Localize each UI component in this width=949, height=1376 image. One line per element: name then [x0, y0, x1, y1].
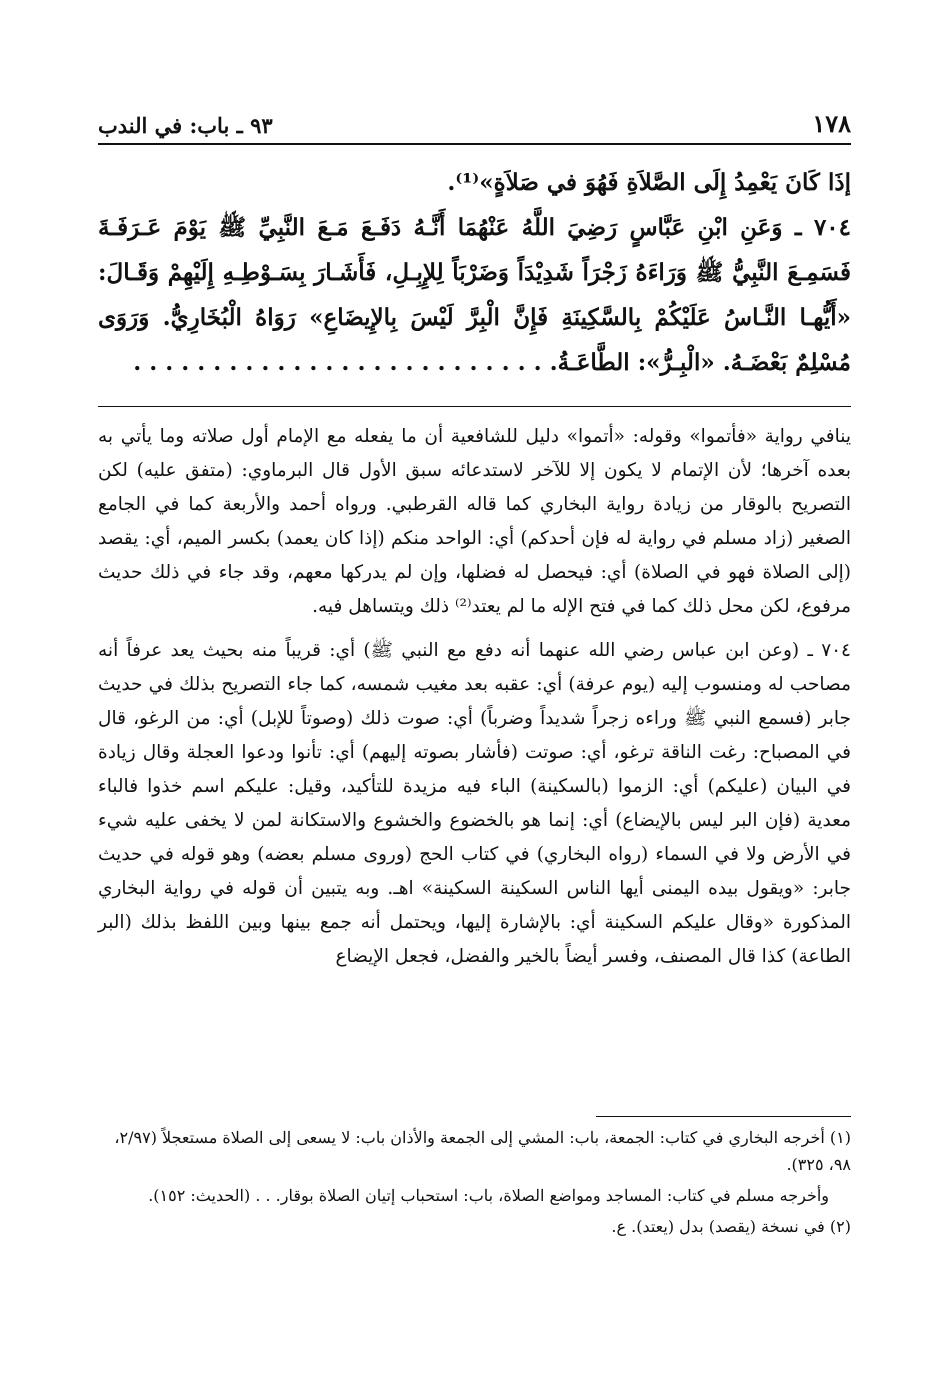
header-divider	[98, 143, 851, 145]
commentary-paragraph-1: ينافي رواية «فأتموا» وقوله: «أتموا» دليل للشافعية أن ما يفعله مع الإمام أول صلاته وما يأتي به بعده آخرها؛ لأن الإتمام لا يكون إلا للآخر لاستدعائه سبق الأول قال البرماوي: (متفق عليه) لكن التصريح بالوقار من زيادة رواية البخاري كما قاله القرطبي. ورواه أحمد والأربعة كما في الجامع الصغير (زاد مسلم في رواية له فإن أحدكم) أي: الواحد منكم (إذا كان يعمد) بكسر الميم، أي: يقصد (إلى الصلاة فهو في الصلاة) أي: فيحصل له فضلها، وإن لم يدركها معهم، وقد جاء في ذلك حديث مرفوع، لكن محل ذلك كما في فتح الإله ما لم يعتد⁽²⁾ ذلك ويتساهل فيه.	[98, 426, 851, 617]
commentary-divider	[98, 406, 851, 407]
footnote-1-continued: وأخرجه مسلم في كتاب: المساجد ومواضع الصلاة، باب: استحباب إتيان الصلاة بوقار. . . (الحديث: ١٥٢).	[148, 1186, 829, 1205]
footnote-1: (١) أخرجه البخاري في كتاب: الجمعة، باب: المشي إلى الجمعة والأذان باب: لا يسعى إلى الصلاة مستعجلاً (٢/٩٧، ٩٨، ٣٢٥).	[114, 1128, 851, 1174]
footnote-2: (٢) في نسخة (يقصد) بدل (يعتد). ع.	[611, 1217, 851, 1236]
hadith-body: وَعَنِ ابْنِ عَبَّاسٍ رَضِيَ اللَّهُ عَنْهُمَا أَنَّـهُ دَفَـعَ مَـعَ النَّبِيِّ ﷺ يَوْمَ عَـرَفَـةَ فَسَمِـعَ النَّبِيُّ ﷺ وَرَاءَهُ زَجْرَاً شَدِيْدَاً وَضَرْبَاً لِلإِبِـلِ، فَأَشَـارَ بِسَـوْطِـهِ إِلَيْهِمْ وَقَـالَ: «أَيُّهـا النَّـاسُ عَلَيْكُمْ بِالسَّكِينَةِ فَإِنَّ الْبِرَّ لَيْسَ بِالإِيضَاعِ» رَوَاهُ الْبُخَارِيُّ. وَرَوَى مُسْلِمٌ بَعْضَـهُ. «الْبِـرُّ»: الطَّاعَـةُ. . . . . . . . . . . . . . . . . . . . . . . . . . .	[98, 214, 851, 376]
commentary-paragraph-2: ٧٠٤ ـ (وعن ابن عباس رضي الله عنهما أنه دفع مع النبي ﷺ) أي: قريباً منه بحيث يعد عرفاً أنه مصاحب له ومنسوب إليه (يوم عرفة) أي: عقبه بعد مغيب شمسه، كما جاء التصريح بذلك في حديث جابر (فسمع النبي ﷺ وراءه زجراً شديداً وضرباً) أي: صوت ذلك (وصوتاً للإبل) أي: من الرغو، قال في المصباح: رغت الناقة ترغو، أي: صوتت (فأشار بصوته إليهم) أي: تأنوا ودعوا العجلة وقال زيادة في البيان (عليكم) أي: الزموا (بالسكينة) الباء فيه مزيدة للتأكيد، وقيل: عليكم اسم خذوا فالباء معدية (فإن البر ليس بالإيضاع) أي: إنما هو بالخضوع والخشوع والاستكانة لمن لا يخفى عليه شيء في الأرض ولا في السماء (رواه البخاري) في كتاب الحج (وروى مسلم بعضه) وهو قوله في حديث جابر: «ويقول بيده اليمنى أيها الناس السكينة السكينة» اهـ. وبه يتبين أن قوله في رواية البخاري المذكورة «وقال عليكم السكينة أي: بالإشارة إليها، ويحتمل أنه جمع بينها وبين اللفظ بذلك (البر الطاعة) كذا قال المصنف، وفسر أيضاً بالخير والفضل، فجعل الإيضاع	[98, 640, 851, 967]
hadith-paragraph	[98, 205, 851, 385]
commentary-block	[98, 420, 851, 974]
hadith-number: ٧٠٤ ـ	[794, 214, 851, 241]
page-number: ١٧٨	[812, 109, 851, 138]
hadith-text-block	[98, 160, 851, 385]
matn-line-1: إذَا كَانَ يَعْمِدُ إِلَى الصَّلاَةِ فَهُوَ في صَلاَةٍ»⁽¹⁾.	[447, 169, 851, 196]
footnotes	[98, 1124, 851, 1244]
page-header	[98, 98, 851, 138]
chapter-title: ٩٣ ـ باب: في الندب	[98, 113, 273, 138]
footnote-divider	[596, 1116, 851, 1117]
